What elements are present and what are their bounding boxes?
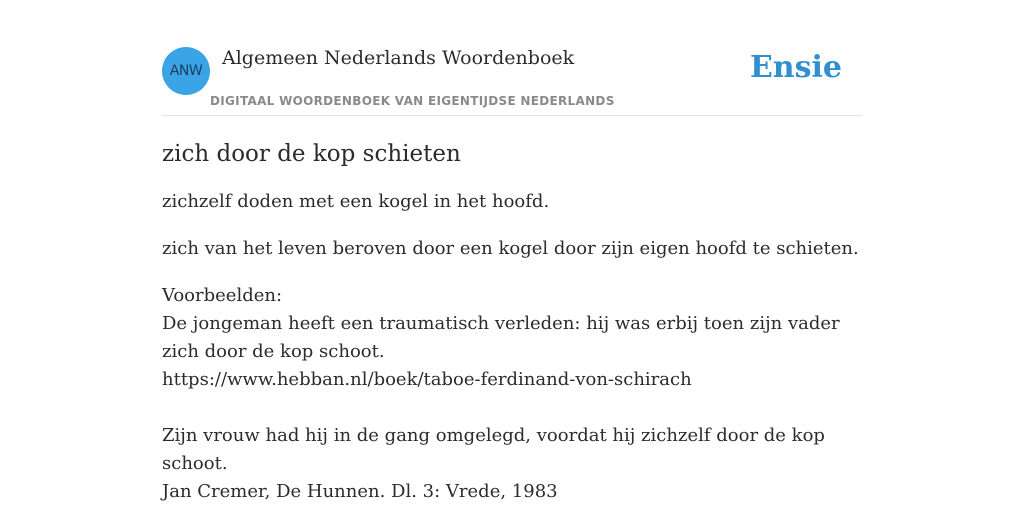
example-text: De jongeman heeft een traumatisch verleden: hij was erbij toen zijn vader zich door de kop schoot. — [162, 313, 840, 362]
entry-term: zich door de kop schieten — [162, 141, 461, 167]
example-source — [162, 366, 862, 394]
definition-1: zichzelf doden met een kogel in het hoofd. — [162, 191, 550, 212]
entry-content — [162, 138, 862, 506]
site-subtitle: DIGITAAL WOORDENBOEK VAN EIGENTIJDSE NEDERLANDS — [210, 94, 615, 108]
site-title[interactable]: Algemeen Nederlands Woordenboek — [222, 47, 575, 69]
example-text: Zijn vrouw had hij in de gang omgelegd, voordat hij zichzelf door de kop schoot. — [162, 425, 825, 474]
examples-heading: Voorbeelden: — [162, 285, 283, 306]
example-source: Jan Cremer, De Hunnen. Dl. 3: Vrede, 1983 — [162, 481, 558, 502]
site-header — [162, 40, 862, 116]
definition-2: zich van het leven beroven door een kogel door zijn eigen hoofd te schieten. — [162, 238, 859, 259]
anw-logo[interactable] — [162, 47, 210, 95]
examples-section — [162, 282, 862, 506]
ensie-brand-logo[interactable]: Ensie — [749, 50, 842, 85]
anw-logo-text: ANW — [169, 63, 203, 79]
example-1 — [162, 310, 862, 394]
example-source-link[interactable]: https://www.hebban.nl/boek/taboe-ferdinand-von-schirach — [162, 369, 692, 390]
example-2 — [162, 422, 862, 506]
example-spacer — [162, 394, 862, 422]
